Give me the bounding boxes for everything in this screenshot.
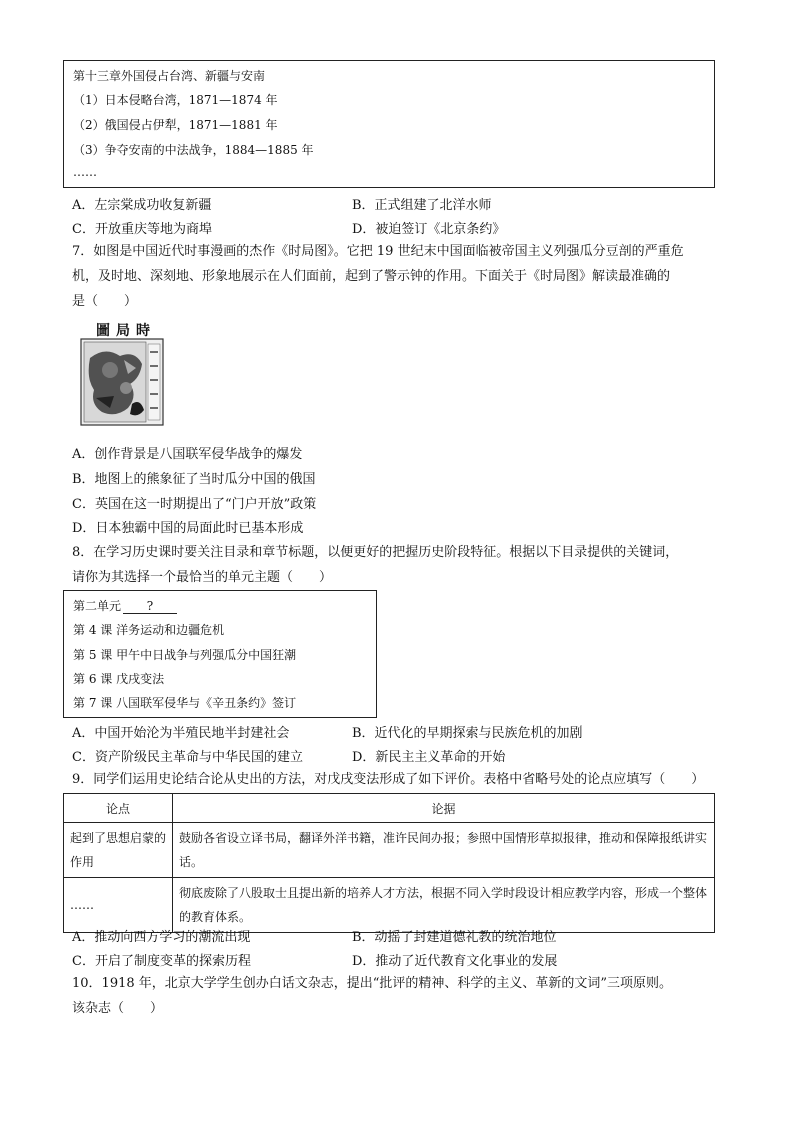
q9-option-c[interactable]: C．开启了制度变革的探索历程 — [72, 954, 251, 969]
q6-excerpt-box — [63, 60, 715, 188]
q9-argument-table — [63, 793, 715, 933]
table-cell-argument: …… — [64, 878, 173, 933]
q8-option-d[interactable]: D．新民主主义革命的开始 — [352, 750, 506, 765]
q6-option-b[interactable]: B．正式组建了北洋水师 — [352, 198, 492, 213]
q6-option-a[interactable]: A．左宗棠成功收复新疆 — [72, 198, 212, 213]
q8-lesson-line: 第 6 课 戊戌变法 — [73, 672, 165, 686]
q8-option-b[interactable]: B．近代化的早期探索与民族危机的加剧 — [352, 726, 583, 741]
q8-option-c[interactable]: C．资产阶级民主革命与中华民国的建立 — [72, 750, 303, 765]
q10-stem-line: 10．1918 年，北京大学学生创办白话文杂志，提出“批评的精神、科学的主义、革新的文词”三项原则。 — [72, 976, 673, 991]
table-header-row — [64, 794, 715, 823]
q7-stem-line: 机，及时地、深刻地、形象地展示在人们面前，起到了警示钟的作用。下面关于《时局图》解读最准确的 — [72, 269, 671, 284]
q8-unit-title — [73, 597, 177, 614]
q6-option-c[interactable]: C．开放重庆等地为商埠 — [72, 222, 212, 237]
q8-lesson-line: 第 7 课 八国联军侵华与《辛丑条约》签订 — [73, 696, 297, 710]
q9-option-b[interactable]: B．动摇了封建道德礼教的统治地位 — [352, 930, 557, 945]
q6-option-d[interactable]: D．被迫签订《北京条约》 — [352, 222, 506, 237]
q8-stem-line: 请你为其选择一个最恰当的单元主题（ ） — [72, 570, 333, 585]
table-cell-argument: 起到了思想启蒙的作用 — [64, 823, 173, 878]
q6-box-line: （1）日本侵略台湾，1871—1874 年 — [73, 93, 278, 107]
cartoon-title: 圖局時 — [96, 323, 156, 339]
q7-stem-line: 7．如图是中国近代时事漫画的杰作《时局图》。它把 19 世纪末中国面临被帝国主义列强瓜分豆剖的严重危 — [72, 244, 684, 259]
q8-lesson-line: 第 5 课 甲午中日战争与列强瓜分中国狂潮 — [73, 648, 297, 662]
q9-option-a[interactable]: A．推动向西方学习的潮流出现 — [72, 930, 251, 945]
q7-stem-line: 是（ ） — [72, 294, 138, 309]
table-header-cell: 论点 — [64, 794, 173, 823]
table-header-cell: 论据 — [173, 794, 715, 823]
q9-stem-line: 9．同学们运用史论结合论从史出的方法，对戊戌变法形成了如下评价。表格中省略号处的论点应填写（ ） — [72, 772, 705, 787]
q8-blank — [123, 599, 177, 614]
q8-unit-label: 第二单元 — [73, 599, 122, 613]
q6-box-line: 第十三章外国侵占台湾、新疆与安南 — [73, 69, 266, 83]
table-row — [64, 823, 715, 878]
q9-option-d[interactable]: D．推动了近代教育文化事业的发展 — [352, 954, 558, 969]
q6-box-line: （2）俄国侵占伊犁，1871—1881 年 — [73, 118, 278, 132]
table-cell-evidence: 鼓励各省设立译书局，翻译外洋书籍，准许民间办报；参照中国情形草拟报律，推动和保障报纸讲实话。 — [173, 823, 715, 878]
q8-stem-line: 8．在学习历史课时要关注目录和章节标题，以便更好的把握历史阶段特征。根据以下目录提供的关键词， — [72, 545, 679, 560]
q6-box-line: …… — [73, 165, 97, 179]
q8-blank-mark: ? — [146, 599, 154, 613]
q7-option-d[interactable]: D．日本独霸中国的局面此时已基本形成 — [72, 521, 304, 536]
q7-option-c[interactable]: C．英国在这一时期提出了“门户开放”政策 — [72, 497, 317, 512]
cartoon-drawing — [80, 338, 164, 426]
q7-option-b[interactable]: B．地图上的熊象征了当时瓜分中国的俄国 — [72, 472, 316, 487]
q10-stem-line: 该杂志（ ） — [72, 1001, 164, 1016]
table-cell-evidence: 彻底废除了八股取士且提出新的培养人才方法，根据不同入学时段设计相应教学内容，形成一个整体的教育体系。 — [173, 878, 715, 933]
table-row — [64, 878, 715, 933]
shijutu-cartoon-image — [80, 320, 164, 426]
q8-contents-box — [63, 590, 377, 718]
q8-lesson-line: 第 4 课 洋务运动和边疆危机 — [73, 623, 225, 637]
q7-option-a[interactable]: A．创作背景是八国联军侵华战争的爆发 — [72, 447, 303, 462]
q8-option-a[interactable]: A．中国开始沦为半殖民地半封建社会 — [72, 726, 290, 741]
q6-box-line: （3）争夺安南的中法战争，1884—1885 年 — [73, 143, 314, 157]
